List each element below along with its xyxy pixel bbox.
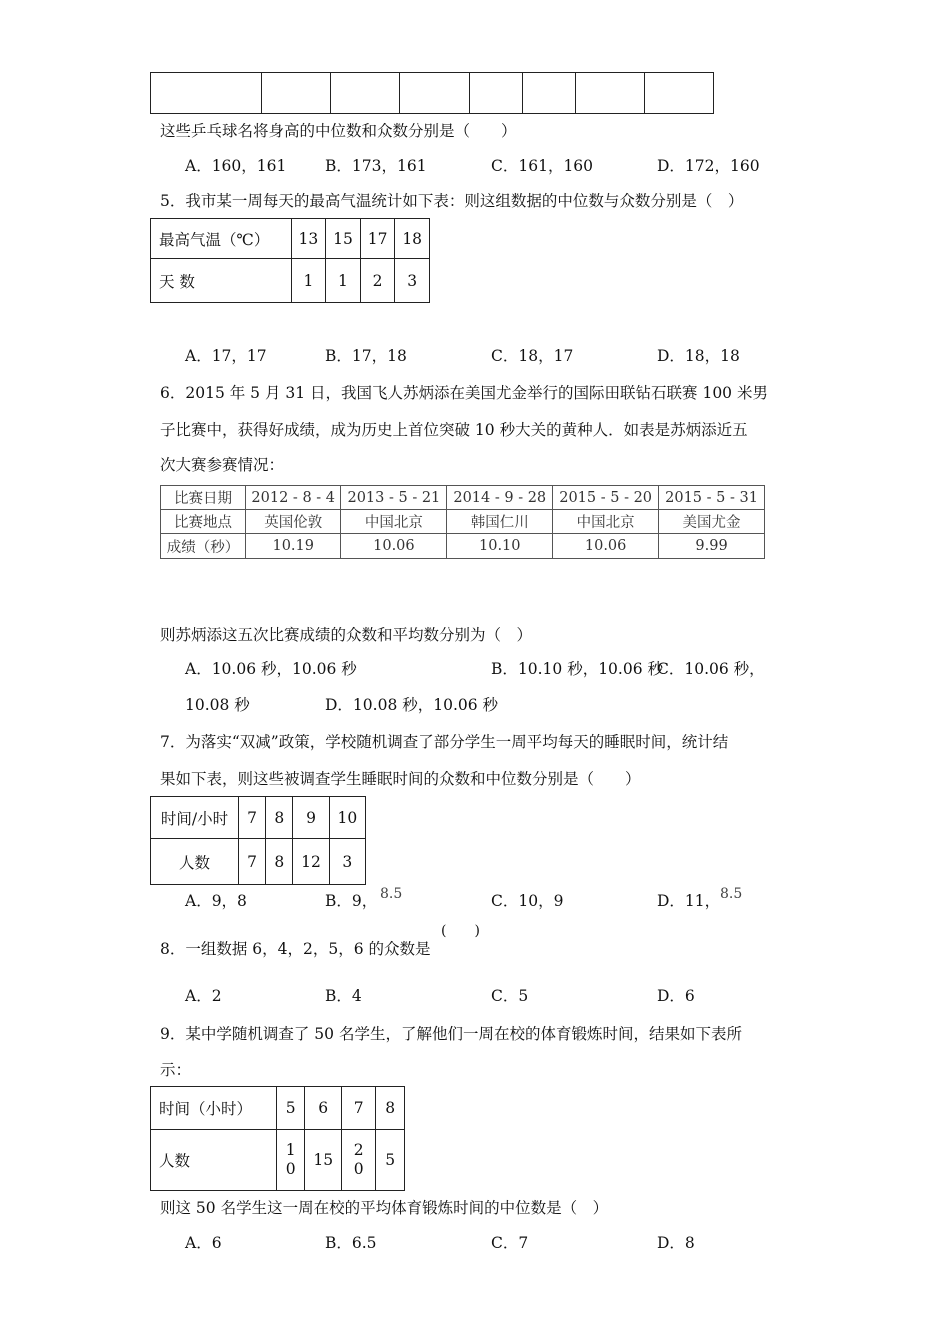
- q7-count-cell: 12: [293, 839, 329, 885]
- q8-option-c[interactable]: C．5: [491, 987, 529, 1005]
- q9-count-digit: 2: [353, 1141, 364, 1159]
- q4-option-d[interactable]: D．172，160: [657, 157, 760, 175]
- q5-option-a[interactable]: A．17，17: [185, 347, 267, 365]
- q5-days-cell: 2: [360, 259, 395, 303]
- q4-empty-table: [150, 72, 714, 114]
- q9-count-cell: 15: [305, 1130, 342, 1191]
- q8-stem: 8．一组数据 6，4，2，5，6 的众数是: [160, 940, 431, 958]
- q6-date-cell: 2013 - 5 - 21: [341, 486, 447, 510]
- q9-count-cell: [342, 1130, 376, 1191]
- q9-row1-label: 时间（小时）: [151, 1087, 277, 1130]
- q7-hour-cell: 9: [293, 797, 329, 839]
- q9-hour-cell: 7: [342, 1087, 376, 1130]
- q7-row1-label: 时间/小时: [151, 797, 239, 839]
- q4-option-a[interactable]: A．160，161: [185, 157, 287, 175]
- q8-option-a[interactable]: A．2: [185, 987, 222, 1005]
- q9-count-cell: 5: [376, 1130, 405, 1191]
- q5-option-d[interactable]: D．18，18: [657, 347, 740, 365]
- q7-stem-line2: 果如下表，则这些被调查学生睡眠时间的众数和中位数分别是（ ）: [160, 770, 641, 788]
- q7-count-cell: 3: [329, 839, 365, 885]
- q6-option-d[interactable]: D．10.08 秒，10.06 秒: [325, 696, 499, 714]
- empty-cell: [151, 73, 262, 114]
- q9-hour-cell: 6: [305, 1087, 342, 1130]
- q9-stem-line2: 示：: [160, 1061, 192, 1079]
- empty-cell: [644, 73, 713, 114]
- q7-count-cell: 8: [266, 839, 293, 885]
- q6-score-cell: 10.10: [447, 534, 553, 559]
- q4-option-b[interactable]: B．173，161: [325, 157, 427, 175]
- q8-paren: ( ): [441, 923, 480, 939]
- q7-stem-line1: 7．为落实“双减”政策，学校随机调查了部分学生一周平均每天的睡眠时间，统计结: [160, 733, 729, 751]
- q6-date-cell: 2015 - 5 - 20: [553, 486, 659, 510]
- q9-option-d[interactable]: D．8: [657, 1234, 695, 1252]
- q6-race-table: [160, 485, 765, 559]
- q6-stem-line2: 子比赛中，获得好成绩，成为历史上首位突破 10 秒大关的黄种人．如表是苏炳添近五: [160, 421, 748, 439]
- empty-cell: [575, 73, 644, 114]
- q5-option-c[interactable]: C．18，17: [491, 347, 574, 365]
- q7-hour-cell: 10: [329, 797, 365, 839]
- q9-hour-cell: 8: [376, 1087, 405, 1130]
- empty-cell: [469, 73, 522, 114]
- q7-option-b-value: 8.5: [380, 886, 403, 902]
- q9-count-digit: 0: [353, 1160, 364, 1178]
- q6-place-label: 比赛地点: [161, 510, 246, 534]
- q5-temp-cell: 15: [326, 219, 361, 259]
- q9-hour-cell: 5: [276, 1087, 305, 1130]
- q6-date-cell: 2014 - 9 - 28: [447, 486, 553, 510]
- empty-cell: [331, 73, 400, 114]
- q9-count-cell: [276, 1130, 305, 1191]
- q5-temperature-table: [150, 218, 430, 303]
- q9-question: 则这 50 名学生这一周在校的平均体育锻炼时间的中位数是（ ）: [160, 1199, 609, 1217]
- q6-place-cell: 中国北京: [341, 510, 447, 534]
- q5-days-cell: 3: [395, 259, 430, 303]
- q7-sleep-table: [150, 796, 366, 885]
- q5-row2-label: 天 数: [151, 259, 292, 303]
- q6-question: 则苏炳添这五次比赛成绩的众数和平均数分别为（ ）: [160, 626, 533, 644]
- q6-option-a[interactable]: A．10.06 秒，10.06 秒: [185, 660, 357, 678]
- q9-option-b[interactable]: B．6.5: [325, 1234, 377, 1252]
- q5-temp-cell: 13: [291, 219, 326, 259]
- q6-date-cell: 2015 - 5 - 31: [659, 486, 765, 510]
- q6-date-cell: 2012 - 8 - 4: [246, 486, 341, 510]
- q6-place-cell: 美国尤金: [659, 510, 765, 534]
- q6-score-cell: 10.06: [553, 534, 659, 559]
- q5-days-cell: 1: [326, 259, 361, 303]
- q9-option-c[interactable]: C．7: [491, 1234, 529, 1252]
- q6-place-cell: 英国伦敦: [246, 510, 341, 534]
- q7-option-d[interactable]: D．11，: [657, 892, 721, 910]
- q6-option-c-cont[interactable]: 10.08 秒: [185, 696, 250, 714]
- q7-option-c[interactable]: C．10，9: [491, 892, 564, 910]
- q7-count-cell: 7: [238, 839, 265, 885]
- q6-place-cell: 中国北京: [553, 510, 659, 534]
- q7-option-d-value: 8.5: [720, 886, 743, 902]
- q6-stem-line3: 次大赛参赛情况：: [160, 456, 285, 474]
- empty-cell: [522, 73, 575, 114]
- q6-score-cell: 10.06: [341, 534, 447, 559]
- q4-option-c[interactable]: C．161，160: [491, 157, 594, 175]
- q4-stem: 这些乒乓球名将身高的中位数和众数分别是（ ）: [160, 122, 517, 140]
- q7-row2-label: 人数: [151, 839, 239, 885]
- q7-option-b[interactable]: B．9，: [325, 892, 378, 910]
- q5-days-cell: 1: [291, 259, 326, 303]
- q5-temp-cell: 17: [360, 219, 395, 259]
- q7-hour-cell: 8: [266, 797, 293, 839]
- q5-row1-label: 最高气温（℃）: [151, 219, 292, 259]
- q6-score-cell: 9.99: [659, 534, 765, 559]
- q6-option-b[interactable]: B．10.10 秒，10.06 秒: [491, 660, 663, 678]
- q9-count-digit: 1: [285, 1141, 296, 1159]
- q9-row2-label: 人数: [151, 1130, 277, 1191]
- q9-stem-line1: 9．某中学随机调查了 50 名学生，了解他们一周在校的体育锻炼时间，结果如下表所: [160, 1025, 742, 1043]
- q9-count-digit: 0: [285, 1160, 296, 1178]
- empty-cell: [400, 73, 469, 114]
- empty-cell: [262, 73, 331, 114]
- q6-option-c[interactable]: C．10.06 秒，: [657, 660, 765, 678]
- q9-option-a[interactable]: A．6: [185, 1234, 222, 1252]
- q7-hour-cell: 7: [238, 797, 265, 839]
- q7-option-a[interactable]: A．9，8: [185, 892, 247, 910]
- q8-option-b[interactable]: B．4: [325, 987, 362, 1005]
- q9-exercise-table: [150, 1086, 405, 1191]
- q6-date-label: 比赛日期: [161, 486, 246, 510]
- q6-score-cell: 10.19: [246, 534, 341, 559]
- q5-option-b[interactable]: B．17，18: [325, 347, 407, 365]
- q5-temp-cell: 18: [395, 219, 430, 259]
- q6-place-cell: 韩国仁川: [447, 510, 553, 534]
- q6-score-label: 成绩（秒）: [161, 534, 246, 559]
- q5-stem: 5．我市某一周每天的最高气温统计如下表：则这组数据的中位数与众数分别是（ ）: [160, 192, 744, 210]
- q8-option-d[interactable]: D．6: [657, 987, 695, 1005]
- q6-stem-line1: 6．2015 年 5 月 31 日，我国飞人苏炳添在美国尤金举行的国际田联钻石联赛 100 米男: [160, 384, 768, 402]
